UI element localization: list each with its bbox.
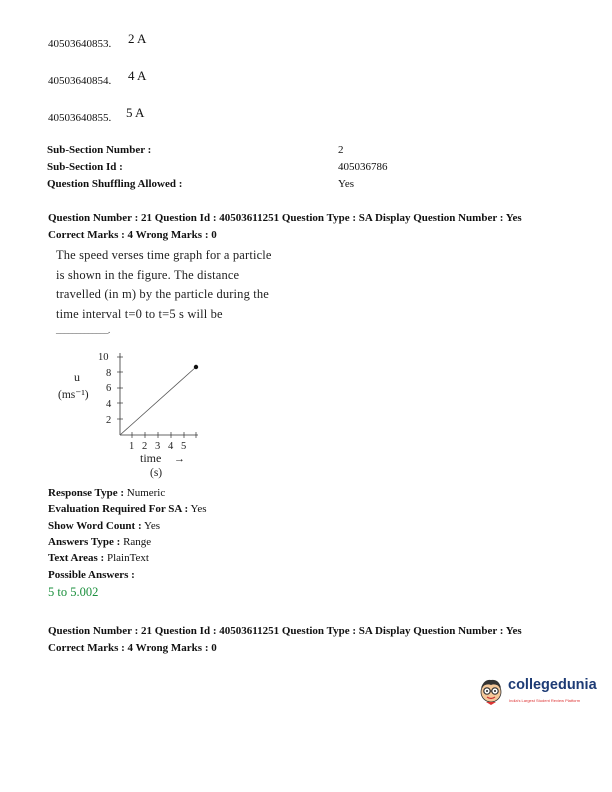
evaluation-row bbox=[48, 503, 207, 515]
question-line: time interval t=0 to t=5 s will be bbox=[56, 306, 223, 321]
graph-y-tick-label: 8 bbox=[106, 368, 112, 379]
response-type-value: Numeric bbox=[126, 487, 166, 499]
question-marks: Correct Marks : 4 Wrong Marks : 0 bbox=[48, 229, 217, 241]
answers-type-row bbox=[48, 536, 151, 548]
subsection-number-value: 2 bbox=[338, 144, 344, 156]
option-2-value: 4 A bbox=[128, 68, 147, 83]
graph-x-unit: (s) bbox=[150, 467, 163, 479]
graph-y-tick-label: 10 bbox=[98, 352, 109, 363]
graph-y-unit: (ms⁻¹) bbox=[58, 389, 89, 401]
logo-name: collegedunia bbox=[508, 677, 597, 693]
next-question-marks: Correct Marks : 4 Wrong Marks : 0 bbox=[48, 642, 217, 654]
graph-speed-line bbox=[120, 367, 196, 435]
word-count-value: Yes bbox=[143, 520, 160, 532]
option-1-value: 2 A bbox=[128, 31, 147, 46]
answers-type-value: Range bbox=[123, 536, 152, 548]
graph-x-tick-label: 1 bbox=[129, 441, 135, 452]
question-text bbox=[56, 246, 272, 336]
option-2-id: 40503640854. bbox=[48, 75, 112, 87]
mascot-icon bbox=[476, 676, 506, 706]
question-header: Question Number : 21 Question Id : 40503611251 Question Type : SA Display Question Number : Yes bbox=[48, 212, 522, 224]
word-count-row bbox=[48, 520, 160, 532]
subsection-number-label: Sub-Section Number : bbox=[47, 144, 152, 156]
collegedunia-logo bbox=[476, 674, 598, 710]
graph-x-tick-label: 4 bbox=[168, 441, 174, 452]
subsection-id-label: Sub-Section Id : bbox=[47, 161, 123, 173]
response-type-label: Response Type : bbox=[48, 487, 124, 499]
evaluation-label: Evaluation Required For SA : bbox=[48, 503, 189, 515]
question-line: travelled (in m) by the particle during the bbox=[56, 287, 269, 301]
graph-y-tick-label: 6 bbox=[106, 383, 112, 394]
graph-x-arrow: → bbox=[174, 453, 185, 465]
possible-answers-value: 5 to 5.002 bbox=[48, 585, 99, 599]
graph-y-tick-label: 2 bbox=[106, 415, 112, 426]
graph-end-point bbox=[194, 365, 198, 369]
graph-x-tick-label: 3 bbox=[155, 441, 161, 452]
possible-answers-label: Possible Answers : bbox=[48, 569, 135, 581]
text-areas-label: Text Areas : bbox=[48, 552, 105, 564]
word-count-label: Show Word Count : bbox=[48, 520, 142, 532]
graph-y-tick-label: 4 bbox=[106, 399, 112, 410]
evaluation-value: Yes bbox=[190, 503, 207, 515]
answer-blank: _____________. bbox=[56, 325, 110, 335]
text-areas-value: PlainText bbox=[106, 552, 149, 564]
text-areas-row bbox=[48, 552, 149, 564]
option-3-id: 40503640855. bbox=[48, 112, 112, 124]
graph-x-tick-label: 2 bbox=[142, 441, 148, 452]
graph-x-tick-label: 5 bbox=[181, 441, 187, 452]
response-type-row bbox=[48, 487, 165, 499]
logo-tagline: India's Largest Student Review Platform bbox=[509, 698, 581, 703]
shuffle-value: Yes bbox=[338, 178, 355, 190]
answers-type-label: Answers Type : bbox=[48, 536, 121, 548]
graph-x-label: time bbox=[140, 451, 162, 465]
next-question-header: Question Number : 21 Question Id : 40503611251 Question Type : SA Display Question Number : Yes bbox=[48, 625, 522, 637]
question-line: is shown in the figure. The distance bbox=[56, 267, 240, 282]
subsection-id-value: 405036786 bbox=[338, 161, 388, 173]
speed-time-graph bbox=[50, 345, 220, 495]
shuffle-label: Question Shuffling Allowed : bbox=[47, 178, 183, 190]
graph-y-label: u bbox=[74, 370, 80, 384]
option-3-value: 5 A bbox=[126, 105, 145, 120]
question-line: The speed verses time graph for a particle bbox=[56, 248, 272, 262]
option-1-id: 40503640853. bbox=[48, 38, 112, 50]
